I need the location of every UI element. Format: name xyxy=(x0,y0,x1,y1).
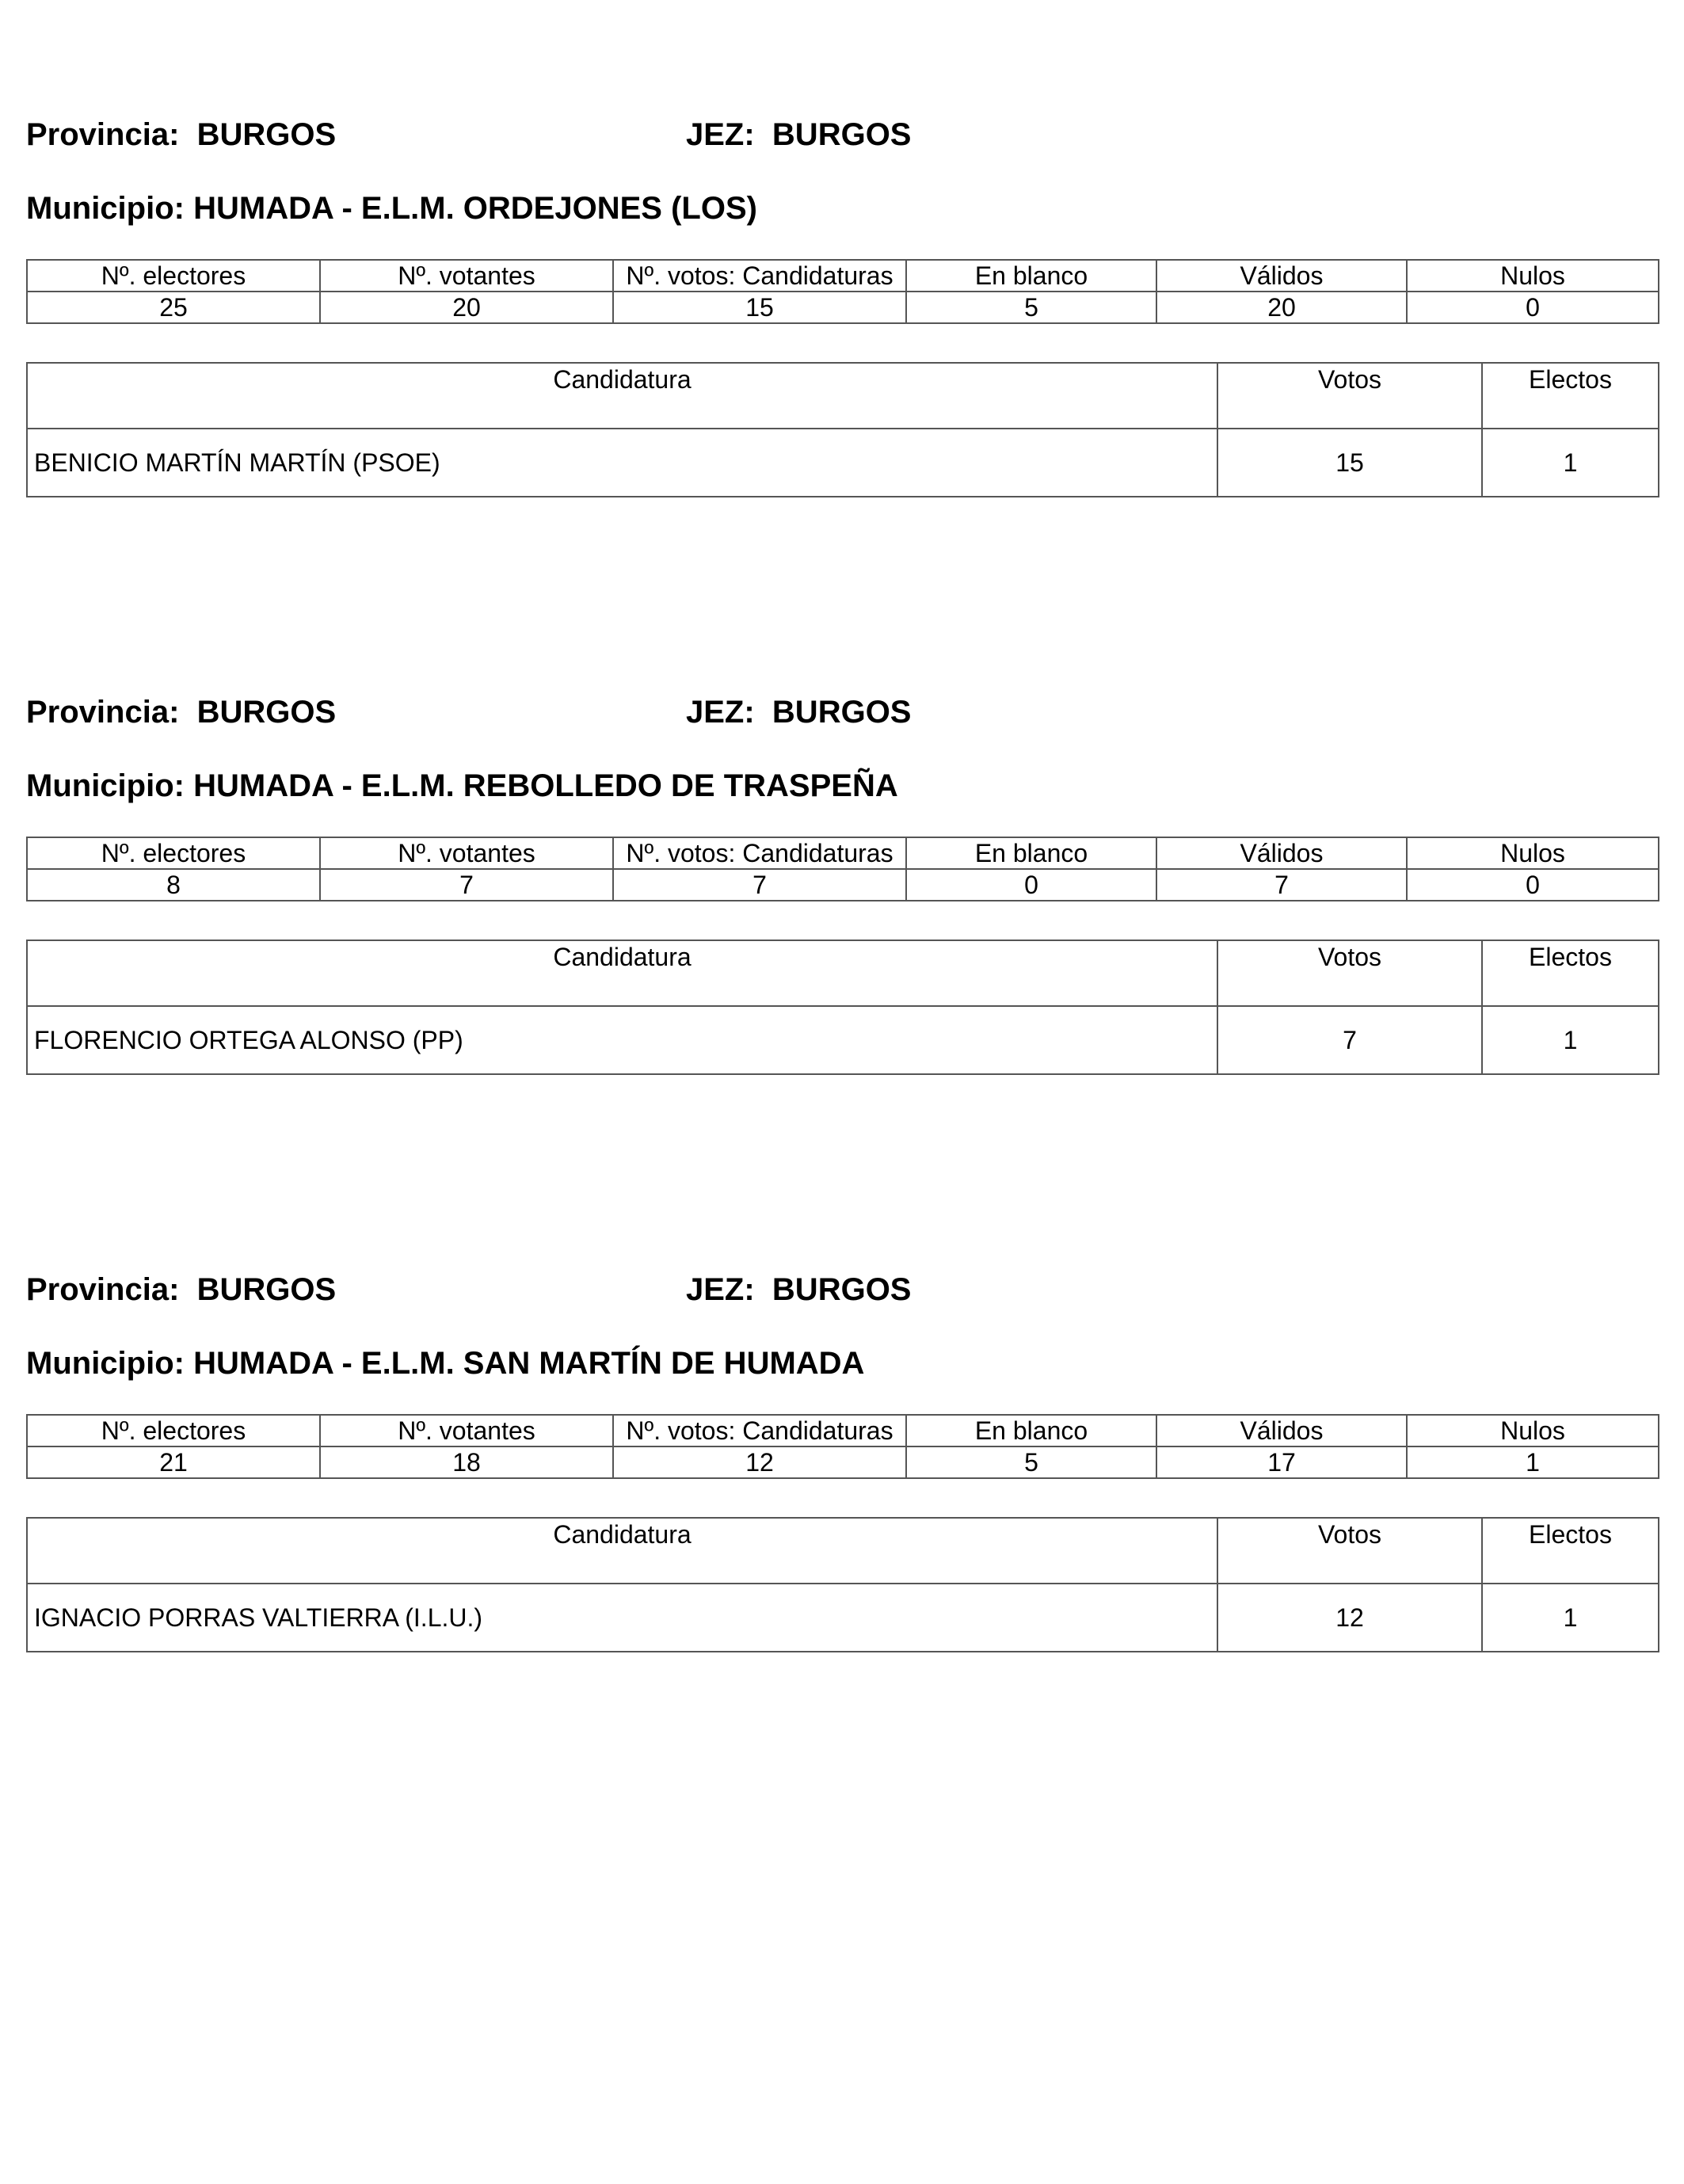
provincia-value: BURGOS xyxy=(196,117,337,152)
jez-line xyxy=(686,111,912,158)
candidates-header-row xyxy=(27,1518,1659,1584)
table-row xyxy=(27,1584,1659,1652)
stats-value-row xyxy=(27,869,1659,901)
stats-header-row xyxy=(27,837,1659,869)
stats-header-cell: Nº. electores xyxy=(27,837,320,869)
stats-value-cell: 17 xyxy=(1156,1446,1407,1478)
stats-value-cell: 8 xyxy=(27,869,320,901)
candidate-votes: 7 xyxy=(1217,1006,1482,1074)
municipio-value: HUMADA - E.L.M. ORDEJONES (LOS) xyxy=(193,191,757,226)
stats-value-row xyxy=(27,292,1659,323)
stats-header-cell: Nº. electores xyxy=(27,260,320,292)
stats-value-cell: 0 xyxy=(1407,869,1659,901)
votos-header: Votos xyxy=(1217,363,1482,429)
stats-header-cell: Nº. votos: Candidaturas xyxy=(613,1415,906,1446)
stats-header-cell: Nulos xyxy=(1407,837,1659,869)
provincia-label: Provincia: xyxy=(26,1272,180,1307)
stats-header-cell: Válidos xyxy=(1156,1415,1407,1446)
stats-header-cell: Nulos xyxy=(1407,1415,1659,1446)
electos-header: Electos xyxy=(1482,363,1659,429)
provincia-label: Provincia: xyxy=(26,695,180,730)
stats-value-cell: 18 xyxy=(320,1446,613,1478)
candidates-table xyxy=(26,940,1659,1075)
jez-line xyxy=(686,1266,912,1313)
stats-header-cell: En blanco xyxy=(906,260,1156,292)
municipio-value: HUMADA - E.L.M. REBOLLEDO DE TRASPEÑA xyxy=(193,768,898,803)
electos-header: Electos xyxy=(1482,940,1659,1006)
votos-header: Votos xyxy=(1217,1518,1482,1584)
provincia-line xyxy=(26,1266,336,1313)
provincia-line xyxy=(26,688,336,736)
stats-header-cell: Válidos xyxy=(1156,260,1407,292)
provincia-label: Provincia: xyxy=(26,117,180,152)
candidate-votes: 12 xyxy=(1217,1584,1482,1652)
stats-value-cell: 25 xyxy=(27,292,320,323)
stats-value-cell: 7 xyxy=(320,869,613,901)
candidatura-header: Candidatura xyxy=(27,363,1217,429)
candidates-header-row xyxy=(27,940,1659,1006)
result-section xyxy=(26,688,1658,1075)
candidates-table xyxy=(26,362,1659,497)
stats-value-cell: 5 xyxy=(906,292,1156,323)
candidates-table xyxy=(26,1517,1659,1652)
stats-value-cell: 7 xyxy=(613,869,906,901)
stats-header-cell: Nº. votantes xyxy=(320,1415,613,1446)
votos-header: Votos xyxy=(1217,940,1482,1006)
stats-header-cell: En blanco xyxy=(906,1415,1156,1446)
stats-value-cell: 20 xyxy=(1156,292,1407,323)
stats-header-cell: Nº. votantes xyxy=(320,260,613,292)
stats-header-row xyxy=(27,1415,1659,1446)
stats-header-cell: Válidos xyxy=(1156,837,1407,869)
jez-line xyxy=(686,688,912,736)
municipio-label: Municipio: xyxy=(26,191,185,226)
municipio-label: Municipio: xyxy=(26,1346,185,1381)
section-header xyxy=(26,111,1658,158)
candidate-elected: 1 xyxy=(1482,1006,1659,1074)
jez-value: BURGOS xyxy=(772,1272,912,1307)
stats-header-cell: En blanco xyxy=(906,837,1156,869)
provincia-value: BURGOS xyxy=(196,695,337,730)
stats-value-row xyxy=(27,1446,1659,1478)
municipio-line xyxy=(26,1340,1658,1387)
stats-value-cell: 0 xyxy=(906,869,1156,901)
candidate-votes: 15 xyxy=(1217,429,1482,497)
municipio-line xyxy=(26,185,1658,232)
stats-value-cell: 21 xyxy=(27,1446,320,1478)
provincia-line xyxy=(26,111,336,158)
stats-header-cell: Nulos xyxy=(1407,260,1659,292)
stats-header-row xyxy=(27,260,1659,292)
candidatura-header: Candidatura xyxy=(27,1518,1217,1584)
stats-value-cell: 0 xyxy=(1407,292,1659,323)
jez-value: BURGOS xyxy=(772,695,912,730)
candidate-name: BENICIO MARTÍN MARTÍN (PSOE) xyxy=(27,429,1217,497)
municipio-line xyxy=(26,762,1658,810)
stats-value-cell: 12 xyxy=(613,1446,906,1478)
jez-label: JEZ: xyxy=(686,117,755,152)
municipio-value: HUMADA - E.L.M. SAN MARTÍN DE HUMADA xyxy=(193,1346,865,1381)
provincia-value: BURGOS xyxy=(196,1272,337,1307)
stats-value-cell: 7 xyxy=(1156,869,1407,901)
stats-header-cell: Nº. votantes xyxy=(320,837,613,869)
stats-header-cell: Nº. votos: Candidaturas xyxy=(613,837,906,869)
stats-table xyxy=(26,1414,1659,1479)
stats-table xyxy=(26,837,1659,901)
stats-value-cell: 5 xyxy=(906,1446,1156,1478)
stats-header-cell: Nº. electores xyxy=(27,1415,320,1446)
stats-value-cell: 15 xyxy=(613,292,906,323)
result-section xyxy=(26,111,1658,497)
candidatura-header: Candidatura xyxy=(27,940,1217,1006)
section-header xyxy=(26,688,1658,736)
municipio-label: Municipio: xyxy=(26,768,185,803)
stats-table xyxy=(26,259,1659,324)
jez-label: JEZ: xyxy=(686,1272,755,1307)
jez-label: JEZ: xyxy=(686,695,755,730)
section-header xyxy=(26,1266,1658,1313)
candidates-header-row xyxy=(27,363,1659,429)
table-row xyxy=(27,1006,1659,1074)
candidate-name: FLORENCIO ORTEGA ALONSO (PP) xyxy=(27,1006,1217,1074)
stats-header-cell: Nº. votos: Candidaturas xyxy=(613,260,906,292)
candidate-elected: 1 xyxy=(1482,1584,1659,1652)
candidate-name: IGNACIO PORRAS VALTIERRA (I.L.U.) xyxy=(27,1584,1217,1652)
jez-value: BURGOS xyxy=(772,117,912,152)
electos-header: Electos xyxy=(1482,1518,1659,1584)
candidate-elected: 1 xyxy=(1482,429,1659,497)
table-row xyxy=(27,429,1659,497)
stats-value-cell: 1 xyxy=(1407,1446,1659,1478)
result-section xyxy=(26,1266,1658,1652)
stats-value-cell: 20 xyxy=(320,292,613,323)
